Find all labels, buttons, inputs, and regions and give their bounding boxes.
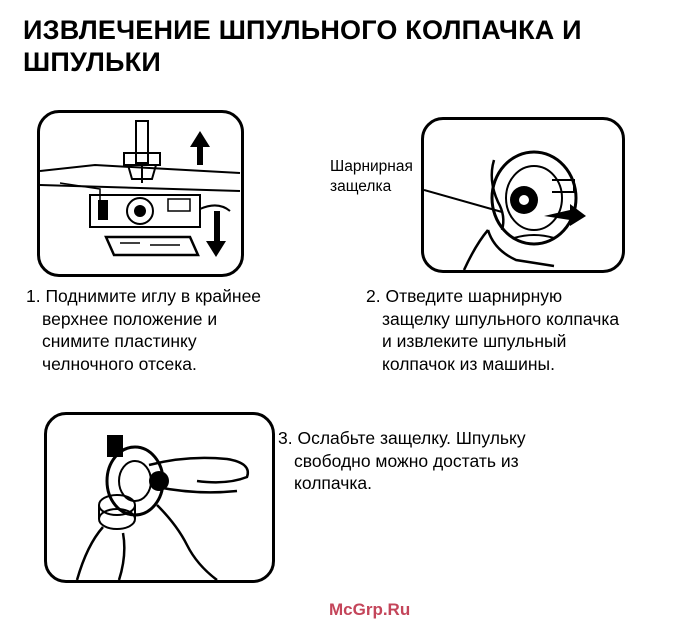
figure-1-raise-needle	[37, 110, 244, 277]
step-3-line-1: 3. Ослабьте защелку. Шпульку	[278, 428, 526, 448]
figure-3-remove-bobbin	[44, 412, 275, 583]
step-2-line-2: защелку шпульного колпачка	[382, 308, 620, 329]
step-2-line-3: и извлеките шпульный	[382, 331, 567, 351]
step-2-line-1: 2. Отведите шарнирную	[366, 286, 563, 306]
page-title	[23, 14, 643, 78]
step-1-line-2: верхнее положение и	[42, 308, 218, 329]
page-title-line-1: ИЗВЛЕЧЕНИЕ ШПУЛЬНОГО КОЛПАЧКА И	[23, 15, 582, 45]
step-1-line-4: челночного отсека.	[42, 353, 197, 374]
step-3-text	[278, 427, 526, 495]
step-1-text	[26, 285, 261, 375]
page-title-line-2: ШПУЛЬКИ	[23, 47, 161, 77]
step-2-text	[366, 285, 619, 375]
step-1-line-1: 1. Поднимите иглу в крайнее	[26, 286, 262, 306]
hinged-latch-label	[330, 157, 413, 197]
step-3-line-3: колпачка.	[294, 473, 372, 493]
watermark: McGrp.Ru	[329, 600, 411, 619]
step-2-line-4: колпачок из машины.	[382, 353, 555, 374]
step-1-line-3: снимите пластинку	[42, 331, 197, 351]
figure-2-hinged-latch	[421, 117, 625, 273]
hinged-latch-label-line-1: Шарнирная	[330, 158, 413, 175]
hinged-latch-label-line-2: защелка	[330, 178, 392, 195]
step-3-line-2: свободно можно достать из	[294, 450, 519, 471]
